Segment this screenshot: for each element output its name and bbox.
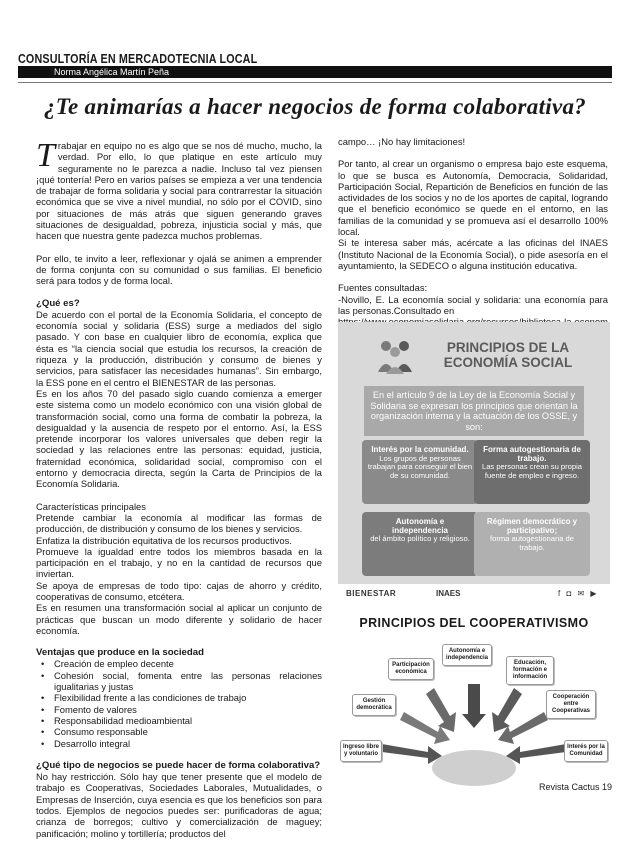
list-item: • Consumo responsable — [36, 726, 322, 737]
coop-title: PRINCIPIOS DEL COOPERATIVISMO — [359, 616, 589, 630]
coop-node: Autonomía e independencia — [442, 644, 492, 666]
list-item: • Cohesión social, fomenta entre las personas relaciones igualitarias y justas — [36, 670, 322, 693]
headline: ¿Te animarías a hacer negocios de forma colaborativa? — [43, 94, 587, 119]
infographic-economia-social — [338, 322, 610, 584]
principle-box: Autonomía e independencia del ámbito político y religioso. — [362, 512, 478, 576]
author-name: Norma Angélica Martín Peña — [54, 67, 170, 77]
intro-paragraph-2: Por ello, te invito a leer, reflexionar y ojalá se animen a emprender de forma conjunta con su comunidad o sus familias. El beneficio será para todos y de forma local. — [36, 252, 322, 287]
list-item: • Fomento de valores — [36, 704, 322, 715]
heading-ventajas: Ventajas que produce en la sociedad — [36, 647, 204, 659]
coop-node: Educación, formación e información — [506, 656, 554, 685]
inaes-logo: INAES — [436, 589, 461, 598]
coop-node: Ingreso libre y voluntario — [340, 740, 382, 762]
heading-caracteristicas: Características principales — [36, 500, 146, 512]
right-column — [338, 136, 608, 339]
coop-node: Gestión democrática — [352, 694, 396, 716]
principle-box: Forma autogestionaria de trabajo. Las personas crean su propia fuente de empleo e ingreso. — [474, 440, 590, 504]
right-paragraph-1: Por tanto, al crear un organismo o empresa bajo este esquema, lo que se busca es Autonomía, Democracia, Solidaridad, Participación Social, Repartición de Beneficios en función de las actividades de los socios y no de los aportes de capital, logrando que el beneficio económico se quede en el entorno, en las familias de la comunidad y se promueva así el desarrollo 100% local. — [338, 158, 608, 238]
social-icons: f ◘ ✉ ▶ — [558, 589, 599, 598]
caracteristica-5: Es en resumen una transformación social al aplicar un conjunto de prácticas que buscan un modo diferente y solidario de hacer economía. — [36, 602, 322, 636]
caracteristica-3: Promueve la igualdad entre todos los miembros basada en la participación en el trabajo, y no en la cantidad de recursos que inviertan. — [36, 545, 322, 580]
list-item: • Flexibilidad frente a las condiciones de trabajo — [36, 692, 322, 703]
heading-que-es: ¿Qué es? — [36, 297, 80, 309]
ventajas-list — [36, 658, 322, 748]
list-item: • Responsabilidad medioambiental — [36, 715, 322, 726]
left-column — [36, 137, 322, 850]
heading-tipo-negocios: ¿Qué tipo de negocios se puede hacer de forma colaborativa? — [36, 759, 321, 771]
principle-box: Régimen democrático y participativo; forma autogestionaria de trabajo. — [474, 512, 590, 576]
coop-node: Participación económica — [388, 658, 434, 680]
source-1: -Novillo, E. La economía social y solidaria: una economía para las personas.Consultado en — [338, 293, 608, 316]
page-footer: Revista Cactus 19 — [538, 782, 612, 792]
caracteristica-2: Enfatiza la distribución equitativa de los recursos productivos. — [36, 534, 292, 546]
author-bar — [18, 66, 612, 78]
coop-node: Interés por la Comunidad — [564, 740, 608, 762]
principle-box: Interés por la comunidad. Los grupos de personas trabajan para conseguir el bien de su comunidad. — [362, 440, 478, 504]
intro-paragraph: rabajar en equipo no es algo que se nos dé mucho, mucho, la verdad. Por ello, lo que platique en este artículo muy seguramente no le parezca a nadie. Incluso tal vez piensen ¡qué tontería! Pero en varios países se empieza a ver una tendencia de trabajar de forma solidaria y social para contrarrestar la situación económica que se vive a nivel mundial, no sólo por el COVID, sino por situaciones de más atrás que siguen generando graves situaciones de desigualdad, pobreza, injusticia social y más, que hacen que nuestra gente padezca muchos problemas. — [36, 140, 322, 242]
section-title: CONSULTORÍA EN MERCADOTECNIA LOCAL — [18, 52, 258, 66]
tipo-paragraph: No hay restricción. Sólo hay que tener presente que el modelo de trabajo es Cooperativas, Sociedades Laborales, Mutualidades, o Empresas de Inserción, cuya esencia es que los beneficios son para todos. Ejemplos de negocios puedes ser: purificadoras de agua; crianza de borregos; cultivo y comercialización de maguey; panificación; molino y tortillería; productos del — [36, 771, 322, 839]
continuation-text: campo… ¡No hay limitaciones! — [338, 136, 466, 147]
infographic-title: PRINCIPIOS DE LA ECONOMÍA SOCIAL — [443, 340, 573, 370]
people-icon — [374, 336, 416, 376]
divider — [18, 82, 612, 83]
caracteristica-4: Se apoya de empresas de todo tipo: cajas de ahorro y crédito, cooperativas de consumo, etcétera. — [36, 579, 322, 602]
que-es-paragraph-1: De acuerdo con el portal de la Economía Solidaria, el concepto de economía social y solidaria (ESS) surge a mediados del siglo pasado. Y con base en cualquier libro de economía, explica que ésta es “la ciencia social que estudia los recursos, la creación de riqueza y la producción, distribución y consumo de bienes y servicios, para satisfacer las necesidades humanas”. Sin embargo, la ESS pone en el centro el BIENESTAR de las personas. — [36, 308, 322, 388]
caracteristica-1: Pretende cambiar la economía al modificar las formas de producción, de distribución y consumo de los bienes y servicios. — [36, 511, 322, 535]
infographic-intro: En el artículo 9 de la Ley de la Economía Social y Solidaria se expresan los principios que orientan la organización interna y la actuación de los OSSE, y son: — [364, 386, 584, 436]
logos-bar — [338, 586, 610, 604]
coop-node: Cooperación entre Cooperativas — [546, 690, 596, 719]
sources-heading: Fuentes consultadas: — [338, 282, 428, 294]
que-es-paragraph-2: Es en los años 70 del pasado siglo cuando comienza a emerger este sistema como un modelo económico con una visión global de transformación social, como una forma de combatir la pobreza, la desigualdad y la ausencia de respeto por el entorno. Así, la ESS pretende incorporar los valores universales que deben regir la sociedad y las relaciones entre las personas: equidad, justicia, fraternidad económica, solidaridad social, compromiso con el entorno y democracia directa, según la Carta de Principios de la Economía Solidaria. — [36, 387, 322, 490]
list-item: • Desarrollo integral — [36, 738, 322, 749]
list-item: • Creación de empleo decente — [36, 658, 322, 669]
bienestar-logo: BIENESTAR — [346, 589, 397, 598]
right-paragraph-2: Si te interesa saber más, acércate a las oficinas del INAES (Instituto Nacional de la Economía Social), o pide asesoría en el ayuntamiento, la SEDECO o alguna institución educativa. — [338, 237, 608, 271]
dropcap: T — [36, 137, 55, 174]
coop-diagram — [338, 636, 610, 786]
